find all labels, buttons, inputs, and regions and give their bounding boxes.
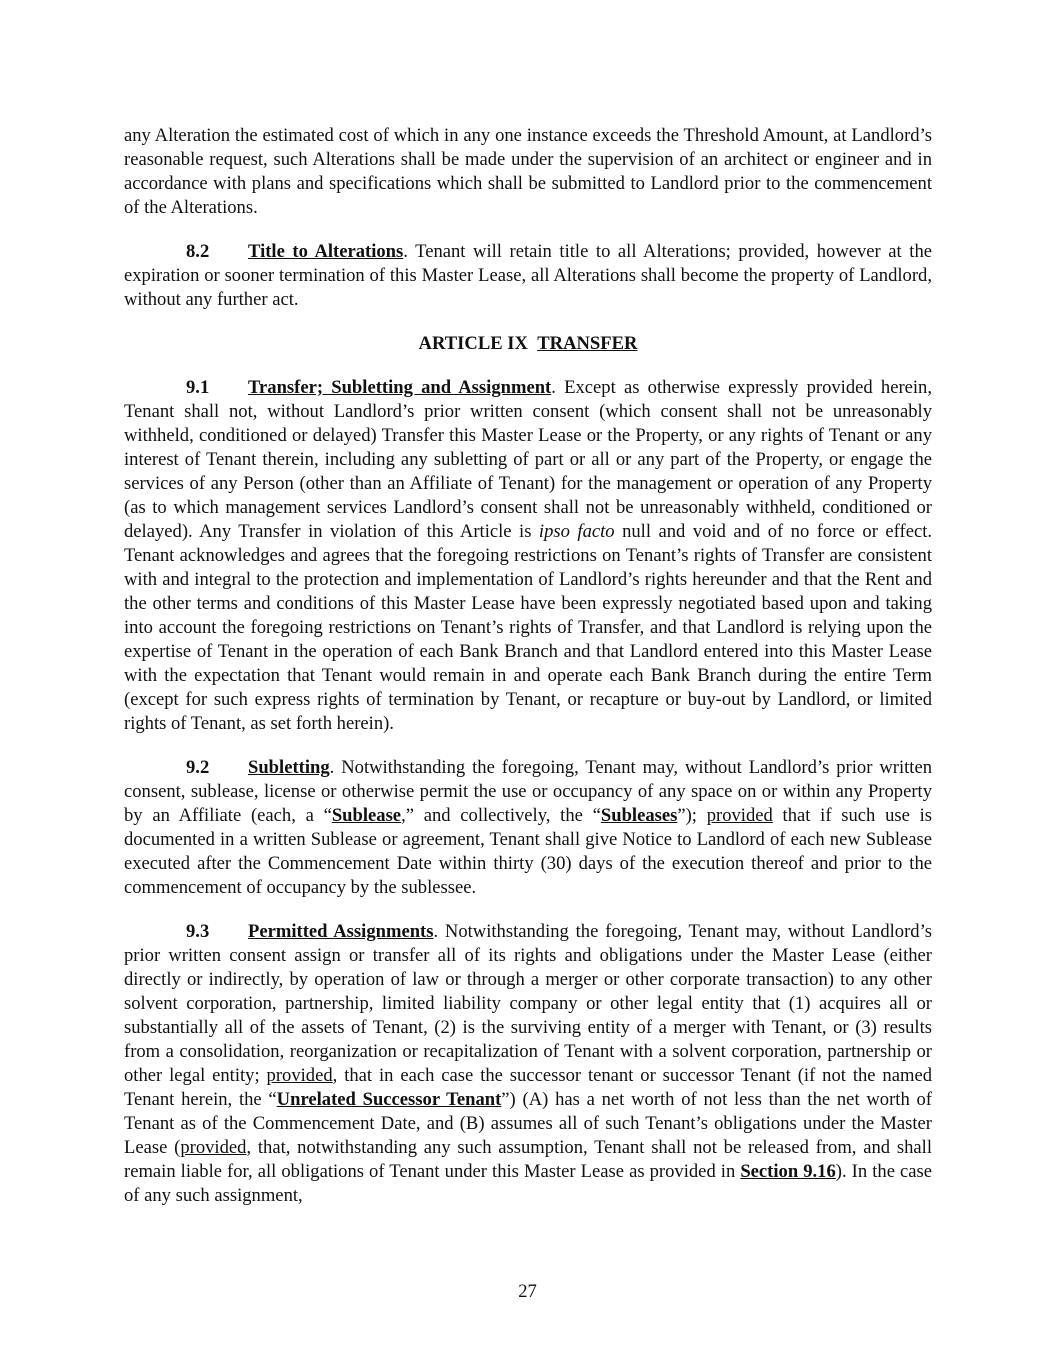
section-body: . Notwithstanding the foregoing, Tenant may, without Landlord’s prior written consent assign or transfer all of its rights and obligations under the Master Lease (either directly or indirectly, by operation of law or through a merger or other corporate transaction) to any other solvent corporation, partnership, limited liability company or other legal entity that (1) acquires all or substantially all of the assets of Tenant, (2) is the surviving entity of a merger with Tenant, or (3) results from a consolidation, reorganization or recapitalization of Tenant with a solvent corporation, partnership or other legal entity;: [124, 921, 932, 1086]
defined-term-sublease: Sublease: [331, 805, 402, 826]
document-page: [124, 124, 932, 1208]
continuation-paragraph: any Alteration the estimated cost of which in any one instance exceeds the Threshold Amount, at Landlord’s reasonable request, such Alterations shall be made under the supervision of an architect or engineer and in accordance with plans and specifications which shall be submitted to Landlord prior to the commencement of the Alterations.: [124, 125, 932, 218]
page-number: 27: [518, 1281, 537, 1302]
section-heading: Permitted Assignments: [248, 921, 434, 942]
section-body-continued: that if such use is documented in a written Sublease or agreement, Tenant shall give Notice to Landlord of each new Sublease executed after the Commencement Date within thirty (30) days of the execution thereof and prior to the commencement of occupancy by the sublessee.: [124, 805, 932, 898]
section-body-continued: null and void and of no force or effect. Tenant acknowledges and agrees that the foregoing restrictions on Tenant’s rights of Transfer are consistent with and integral to the protection and implementation of Landlord’s rights hereunder and that the Rent and the other terms and conditions of this Master Lease have been expressly negotiated based upon and taking into account the foregoing restrictions on Tenant’s rights of Transfer, and that Landlord is relying upon the expertise of Tenant in the operation of each Bank Branch and that Landlord entered into this Master Lease with the expectation that Tenant would remain in and operate each Bank Branch during the entire Term (except for such express rights of termination by Tenant, or recapture or buy-out by Landlord, or limited rights of Tenant, as set forth herein).: [124, 521, 933, 734]
section-number: 9.1: [186, 377, 210, 398]
article-label: ARTICLE IX: [418, 333, 528, 354]
provided-term: provided: [706, 805, 773, 826]
section-8-2: [124, 240, 932, 312]
section-heading: Title to Alterations: [248, 241, 404, 262]
section-heading: Subletting: [248, 757, 330, 778]
article-heading: [124, 332, 932, 356]
provided-term: provided: [266, 1065, 333, 1086]
section-9-2: [124, 756, 932, 900]
section-body: . Notwithstanding the foregoing, Tenant may, without Landlord’s prior written consent, sublease, license or otherwise permit the use or occupancy of any space on or within any Property by an Affiliate (each, a “: [124, 757, 932, 826]
section-body-continued: , that, notwithstanding any such assumption, Tenant shall not be released from, and shall remain liable for, all obligations of Tenant under this Master Lease as provided in: [124, 1137, 932, 1182]
italic-phrase: ipso facto: [538, 521, 615, 542]
section-number: 9.3: [186, 921, 210, 942]
section-9-3: [124, 920, 932, 1208]
section-body-continued: ”);: [677, 805, 707, 826]
article-title: TRANSFER: [537, 333, 638, 354]
section-body: . Tenant will retain title to all Alterations; provided, however at the expiration or sooner termination of this Master Lease, all Alterations shall become the property of Landlord, without any further act.: [124, 241, 933, 310]
section-number: 8.2: [186, 241, 210, 262]
section-body: . Except as otherwise expressly provided herein, Tenant shall not, without Landlord’s prior written consent (which consent shall not be unreasonably withheld, conditioned or delayed) Transfer this Master Lease or the Property, or any rights of Tenant or any interest of Tenant therein, including any subletting of part or all or any part of the Property, or engage the services of any Person (other than an Affiliate of Tenant) for the management or operation of any Property (as to which management services Landlord’s consent shall not be unreasonably withheld, conditioned or delayed). Any Transfer in violation of this Article is: [124, 377, 932, 542]
defined-term-subleases: Subleases: [600, 805, 678, 826]
section-body-continued: ,” and collectively, the “: [401, 805, 601, 826]
section-body-continued: ). In the case of any such assignment,: [124, 1161, 933, 1206]
section-body-continued: ”) (A) has a net worth of not less than the net worth of Tenant as of the Commencement Date, and (B) assumes all of such Tenant’s obligations under the Master Lease (: [124, 1089, 932, 1158]
defined-term-unrelated-successor-tenant: Unrelated Successor Tenant: [276, 1089, 502, 1110]
section-heading: Transfer; Subletting and Assignment: [248, 377, 552, 398]
section-reference: Section 9.16: [740, 1161, 836, 1182]
section-body-continued: , that in each case the successor tenant or successor Tenant (if not the named Tenant herein, the “: [124, 1065, 932, 1110]
section-number: 9.2: [186, 757, 210, 778]
section-9-1: [124, 376, 932, 736]
provided-term: provided: [180, 1137, 247, 1158]
